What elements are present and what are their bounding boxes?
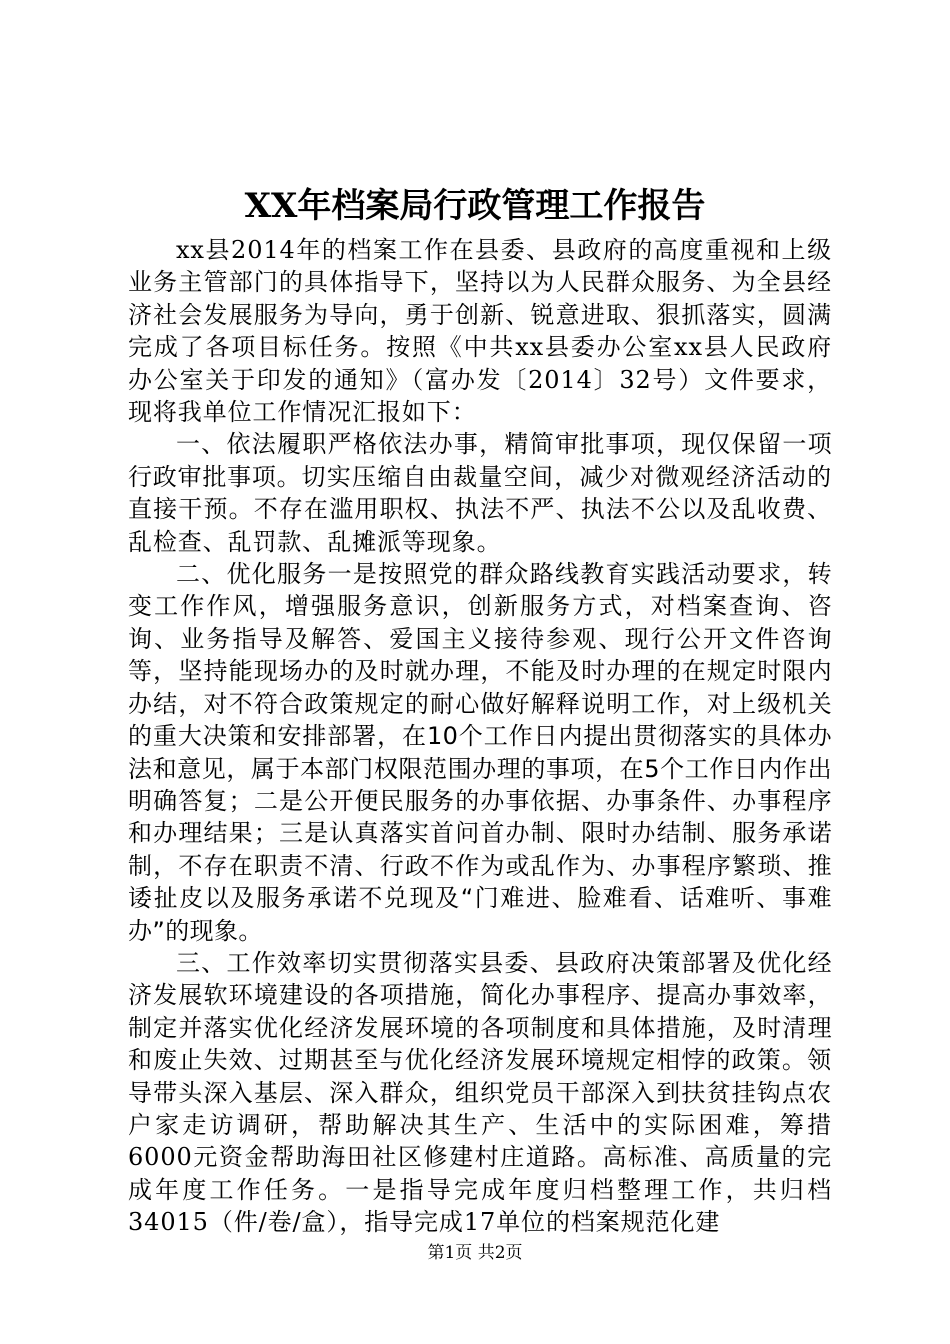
page-number-footer: 第1页 共2页 (427, 1243, 523, 1263)
paragraph-lead: 一、依法履职严格依法办事，精简审批事项，现仅保留一项行政审批事项。 (128, 430, 832, 491)
paragraph-text: 切实压缩自由裁量空间，减少对微观经济活动的直接干预。不存在滥用职权、执法不严、执法不公以及乱收费、乱检查、乱罚款、乱摊派等现象。 (128, 462, 832, 556)
paragraph-section-2 (128, 558, 832, 947)
paragraph-section-3 (128, 947, 832, 1239)
paragraph-lead: 三、工作效率切实贯彻落实县委、县政府决策部署及优化经济发展软环境建设的各项措施，简化办事程序、提高办事效率，制定并落实优化经济发展环境的各项制度和具体措施，及时清理和废止失效、过期甚至与优化经济发展环境规定相悖的政策。 (128, 948, 832, 1075)
paragraph-lead: 二、优化服务一是按照党的群众路线教育实践活动要求，转变工作作风，增强服务意识，创新服务方式，对档案查询、咨询、业务指导及解答、爱国主义接待参观、现行公开文件咨询等，坚持能现场办的及时就办理，不能及时办理的在规定时限内办结，对不符合政策规定的耐心做好解释说明工作，对上级机关的重大决策和安排部署，在10个工作日内提出贯彻落实的具体办法和意见，属于本部门权限范围办理的事项，在5个工作日内作出明确答复；二是公开便民服务的办事依据、办事条件、办事程序和办理结果；三是认真落实首问首办制、限时办结制、服务承诺制，不存在职责不清、行政不作为或乱作为、办事程序繁琐、推诿扯皮以及服务承诺不兑现及“门难进、脸难看、话难听、事难办”的现象。 (128, 560, 832, 945)
paragraph-text: xx县2014年的档案工作在县委、县政府的高度重视和上级业务主管部门的具体指导下，坚持以为人民群众服务、为全县经济社会发展服务为导向，勇于创新、锐意进取、狠抓落实，圆满完成了各项目标任务。按照《中共xx县委办公室xx县人民政府办公室关于印发的通知》（富办发〔2014〕32号）文件要求，现将我单位工作情况汇报如下： (128, 236, 832, 427)
document-body (128, 234, 832, 1239)
paragraph-intro (128, 234, 832, 428)
document-title: XX年档案局行政管理工作报告 (244, 186, 706, 226)
paragraph-text: 领导带头深入基层、深入群众，组织党员干部深入到扶贫挂钩点农户家走访调研，帮助解决其生产、生活中的实际困难，筹措6000元资金帮助海田社区修建村庄道路。高标准、高质量的完成年度工作任务。一是指导完成年度归档整理工作，共归档34015（件/卷/盒），指导完成17单位的档案规范化建 (128, 1046, 832, 1237)
paragraph-section-1 (128, 428, 832, 558)
